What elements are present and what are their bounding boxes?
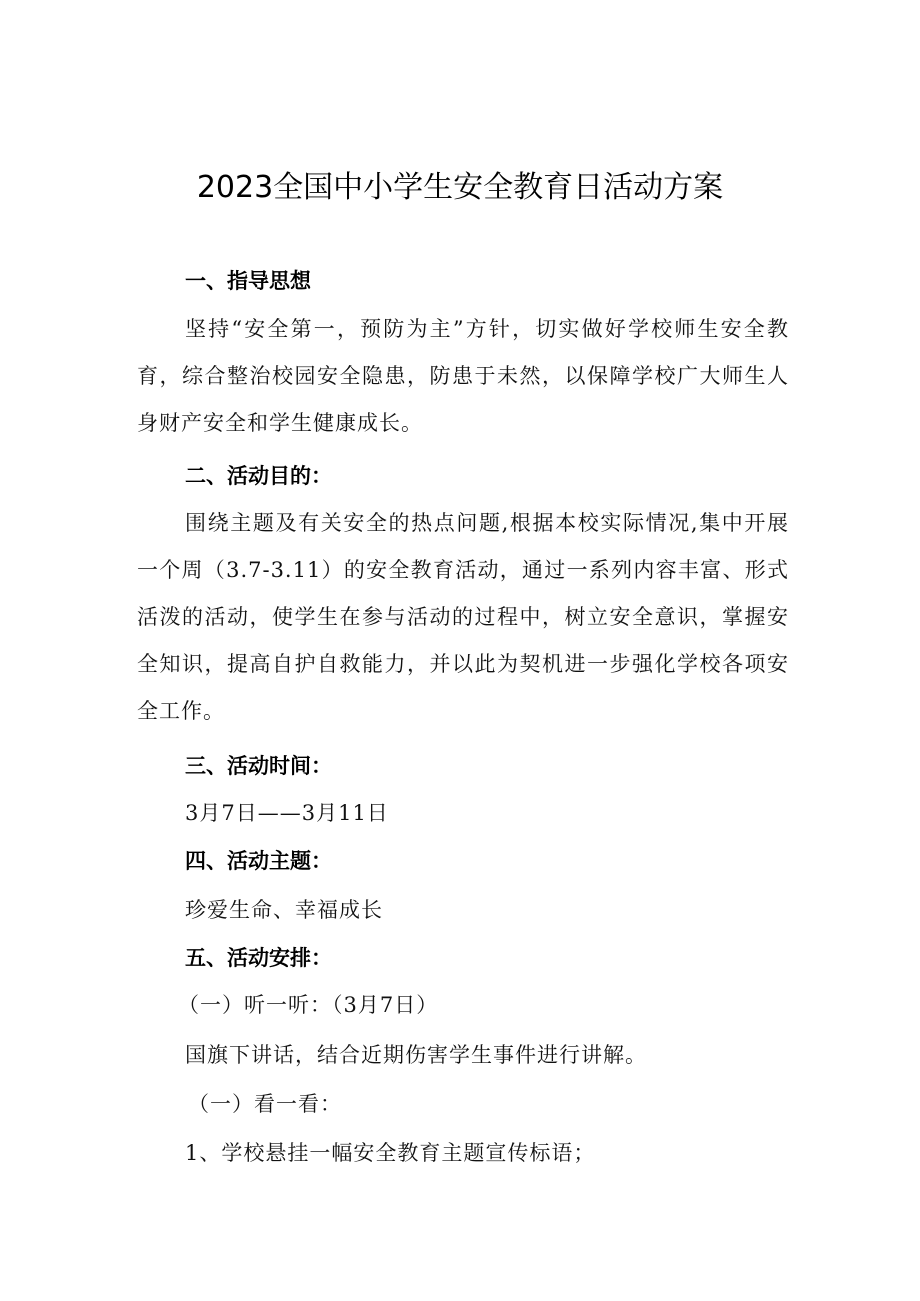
arrangement-item-listen: （一）听一听：（3月7日）: [178, 993, 439, 1017]
section-paragraph-activity-purpose: 围绕主题及有关安全的热点问题,根据本校实际情况,集中开展一个周（3.7-3.11）的安全教育活动，通过一系列内容丰富、形式活泼的活动，使学生在参与活动的过程中，树立安全意识，掌握安全知识，提高自护自救能力，并以此为契机进一步强化学校各项安全工作。: [137, 511, 789, 723]
section-heading-activity-purpose: 二、活动目的：: [185, 464, 332, 488]
section-heading-guiding-thought: 一、指导思想: [185, 269, 311, 293]
section-paragraph-guiding-thought: 坚持“安全第一，预防为主”方针，切实做好学校师生安全教育，综合整治校园安全隐患，防患于未然，以保障学校广大师生人身财产安全和学生健康成长。: [137, 317, 789, 435]
arrangement-item-watch: （一）看一看：: [188, 1092, 342, 1116]
arrangement-item-banner: 1、学校悬挂一幅安全教育主题宣传标语；: [185, 1141, 596, 1165]
section-heading-activity-arrangement: 五、活动安排：: [185, 946, 332, 970]
document-title: 2023全国中小学生安全教育日活动方案: [196, 170, 724, 205]
arrangement-item-flag-speech: 国旗下讲话，结合近期伤害学生事件进行讲解。: [185, 1043, 647, 1067]
activity-time-text: 3月7日——3月11日: [185, 801, 389, 825]
section-heading-activity-theme: 四、活动主题：: [185, 849, 332, 873]
section-heading-activity-time: 三、活动时间：: [185, 754, 332, 778]
activity-theme-text: 珍爱生命、幸福成长: [185, 898, 383, 922]
